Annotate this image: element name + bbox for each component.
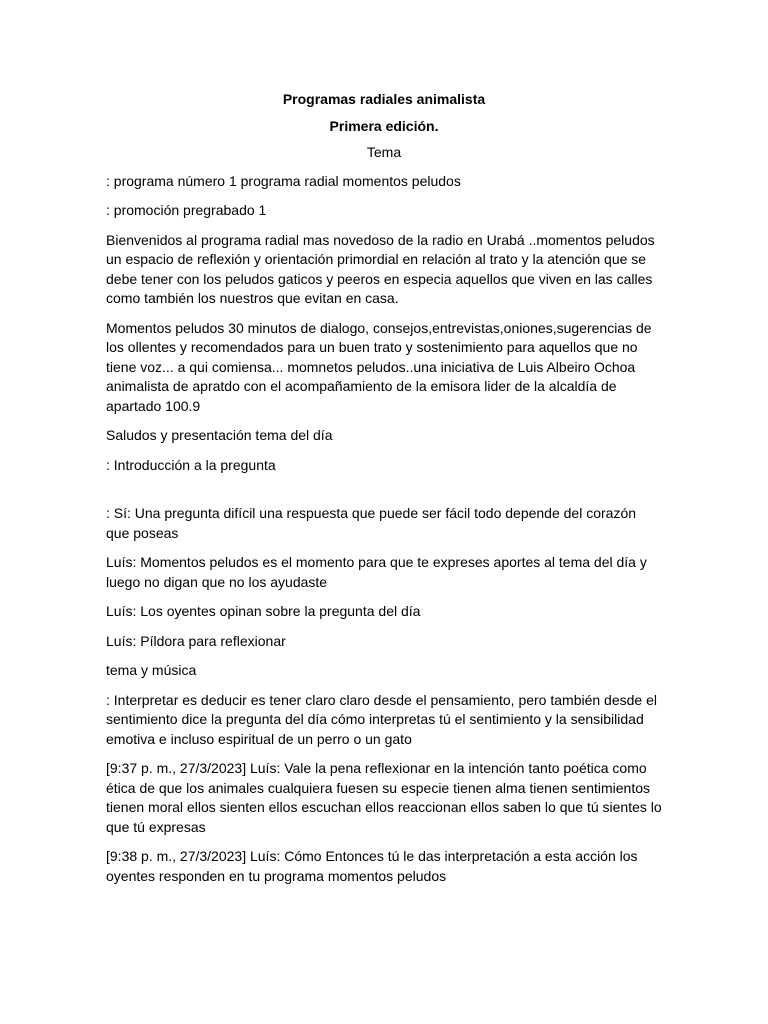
document-heading: Tema	[366, 144, 402, 160]
paragraph-welcome: Bienvenidos al programa radial mas novedoso de la radio en Urabá ..momentos peludos un espacio de reflexión y orientación primordial en relación al trato y la atención que se debe tener con los peludos gaticos y peeros en especia aquellos que viven en las calles como también los nuestros que evitan en casa.	[106, 231, 655, 306]
paragraph-question: : Sí: Una pregunta difícil una respuesta que puede ser fácil todo depende del corazón que poseas	[106, 505, 637, 541]
paragraph-message-937: [9:37 p. m., 27/3/2023] Luís: Vale la pena reflexionar en la intención tanto poética como ética de que los animales cualquiera fuesen su especie tienen alma tienen sentimientos tienen moral ellos sienten ellos escuchan ellos reaccionan ellos saben lo que tú sientes lo que tú expresas	[106, 760, 662, 835]
document-page	[106, 90, 662, 896]
paragraph-message-938: [9:38 p. m., 27/3/2023] Luís: Cómo Entonces tú le das interpretación a esta acción los oyentes responden en tu programa momentos peludos	[106, 848, 638, 884]
paragraph-theme-music: tema y música	[106, 662, 197, 678]
blank-line	[106, 485, 662, 504]
paragraph-greetings: Saludos y presentación tema del día	[106, 427, 333, 443]
paragraph-introduction: : Introducción a la pregunta	[106, 456, 276, 473]
paragraph-description: Momentos peludos 30 minutos de dialogo, consejos,entrevistas,oniones,sugerencias de los ollentes y recomendados para un buen trato y sostenimiento para aquellos que no tiene voz... a qui comiensa... momnetos peludos..una iniciativa de Luis Albeiro Ochoa animalista de apratdo con el acompañamiento de la emisora lider de la alcaldía de apartado 100.9	[106, 319, 652, 414]
document-subtitle: Primera edición.	[329, 117, 439, 134]
paragraph-luis-listeners: Luís: Los oyentes opinan sobre la pregunta del día	[106, 603, 421, 619]
document-title: Programas radiales animalista	[282, 91, 486, 107]
paragraph-program-number: : programa número 1 programa radial momentos peludos	[106, 172, 461, 189]
paragraph-promotion: : promoción pregrabado 1	[106, 202, 267, 218]
paragraph-luis-pill: Luís: Píldora para reflexionar	[106, 632, 286, 649]
paragraph-luis-moment: Luís: Momentos peludos es el momento para que te expreses aportes al tema del día y luego no digan que no los ayudaste	[106, 554, 647, 590]
paragraph-interpret: : Interpretar es deducir es tener claro claro desde el pensamiento, pero también desde el sentimiento dice la pregunta del día cómo interpretas tú el sentimiento y la sensibilidad emotiva e incluso espiritual de un perro o un gato	[106, 691, 657, 747]
